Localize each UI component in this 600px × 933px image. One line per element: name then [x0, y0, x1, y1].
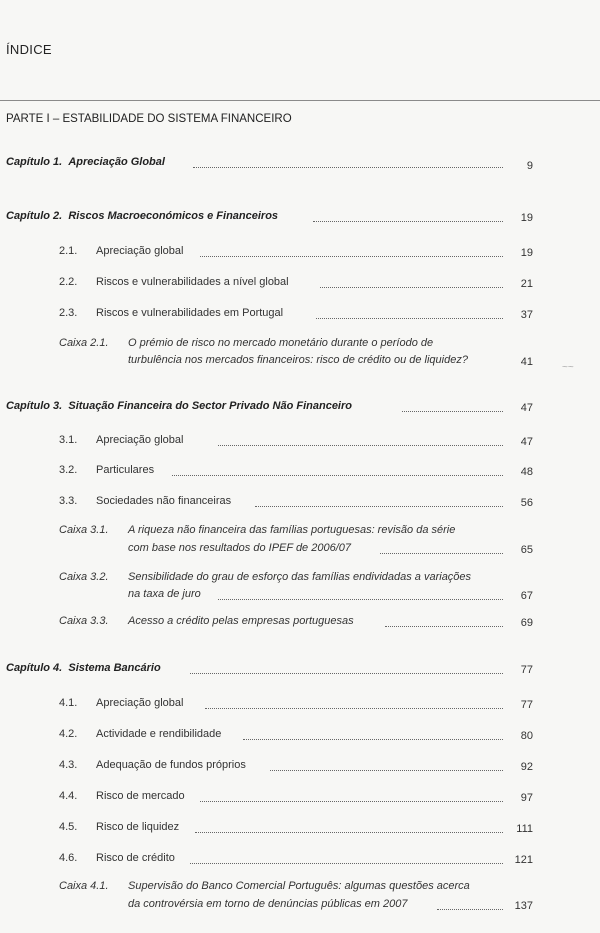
page-number: 48: [520, 466, 533, 478]
section-title: Sociedades não financeiras: [96, 495, 232, 507]
chapter-number: Capítulo 3.: [6, 400, 63, 412]
leader-dots: [193, 157, 503, 168]
box-title-line1: Acesso a crédito pelas empresas portuguesas: [128, 615, 354, 627]
chapter-label: [6, 210, 278, 222]
chapter-label: [6, 400, 352, 412]
leader-dots: [255, 496, 503, 507]
box-title-line2: turbulência nos mercados financeiros: risco de crédito ou de liquidez?: [128, 354, 468, 366]
chapter-title: Sistema Bancário: [68, 662, 161, 674]
leader-dots: [380, 543, 503, 554]
chapter-title: Riscos Macroeconómicos e Financeiros: [68, 210, 279, 222]
leader-dots: [313, 211, 503, 222]
chapter-title: Situação Financeira do Sector Privado Não Financeiro: [68, 400, 352, 412]
box-title-line2: da controvérsia em torno de denúncias públicas em 2007: [128, 898, 408, 910]
page-number: 56: [520, 497, 533, 509]
page-number: 65: [520, 544, 533, 556]
leader-dots: [218, 589, 503, 600]
section-title: Apreciação global: [96, 434, 184, 446]
section-number: 4.1.: [59, 697, 78, 709]
leader-dots: [172, 465, 503, 476]
section-title: Apreciação global: [96, 697, 184, 709]
section-number: 3.2.: [59, 464, 78, 476]
section-title: Risco de liquidez: [96, 821, 180, 833]
section-title: Particulares: [96, 464, 155, 476]
part-heading: PARTE I – ESTABILIDADE DO SISTEMA FINANCEIRO: [6, 113, 292, 125]
page-number: 37: [520, 309, 533, 321]
box-number: Caixa 4.1.: [59, 880, 109, 892]
section-title: Risco de crédito: [96, 852, 175, 864]
section-number: 2.3.: [59, 307, 78, 319]
page-number: 47: [520, 402, 533, 414]
chapter-number: Capítulo 4.: [6, 662, 63, 674]
section-number: 4.2.: [59, 728, 78, 740]
divider: [0, 100, 600, 101]
section-number: 2.2.: [59, 276, 78, 288]
box-title-line1: Supervisão do Banco Comercial Português: algumas questões acerca: [128, 880, 470, 892]
box-title-line2: na taxa de juro: [128, 588, 201, 600]
page-number: 19: [520, 212, 533, 224]
leader-dots: [270, 760, 503, 771]
section-number: 3.1.: [59, 434, 78, 446]
chapter-number: Capítulo 1.: [6, 156, 63, 168]
page-number: 92: [520, 761, 533, 773]
leader-dots: [243, 729, 503, 740]
leader-dots: [190, 663, 503, 674]
section-title: Apreciação global: [96, 245, 184, 257]
section-title: Riscos e vulnerabilidades em Portugal: [96, 307, 284, 319]
page-number: 121: [514, 854, 533, 866]
section-number: 4.5.: [59, 821, 78, 833]
page-number: 97: [520, 792, 533, 804]
leader-dots: [195, 822, 503, 833]
box-number: Caixa 3.1.: [59, 524, 109, 536]
page-number: 111: [516, 823, 533, 835]
section-number: 4.3.: [59, 759, 78, 771]
page-number: 137: [514, 900, 533, 912]
section-title: Risco de mercado: [96, 790, 185, 802]
chapter-number: Capítulo 2.: [6, 210, 63, 222]
section-title: Adequação de fundos próprios: [96, 759, 246, 771]
chapter-title: Apreciação Global: [68, 156, 165, 168]
chapter-label: [6, 662, 161, 674]
box-title-line1: Sensibilidade do grau de esforço das famílias endividadas a variações: [128, 571, 472, 583]
leader-dots: [402, 401, 503, 412]
leader-dots: [205, 698, 503, 709]
chapter-label: [6, 156, 165, 168]
box-number: Caixa 2.1.: [59, 337, 109, 349]
section-number: 4.4.: [59, 790, 78, 802]
section-title: Riscos e vulnerabilidades a nível global: [96, 276, 289, 288]
page-number: 41: [520, 356, 533, 368]
box-title-line1: A riqueza não financeira das famílias portuguesas: revisão da série: [128, 524, 456, 536]
page-number: 77: [520, 699, 533, 711]
leader-dots: [218, 435, 503, 446]
leader-dots: [190, 853, 503, 864]
box-number: Caixa 3.3.: [59, 615, 109, 627]
section-title: Actividade e rendibilidade: [96, 728, 222, 740]
box-title-line2: com base nos resultados do IPEF de 2006/07: [128, 542, 351, 554]
leader-dots: [320, 277, 503, 288]
page-number: 47: [520, 436, 533, 448]
page-number: 69: [520, 617, 533, 629]
section-number: 4.6.: [59, 852, 78, 864]
page-number: 80: [520, 730, 533, 742]
page-title: ÍNDICE: [6, 42, 52, 57]
leader-dots: [316, 308, 503, 319]
leader-dots: [200, 246, 503, 257]
box-title-line1: O prémio de risco no mercado monetário durante o período de: [128, 337, 434, 349]
section-number: 2.1.: [59, 245, 78, 257]
section-number: 3.3.: [59, 495, 78, 507]
leader-dots: [200, 791, 503, 802]
leader-dots: [385, 616, 503, 627]
page-number: 19: [520, 247, 533, 259]
box-number: Caixa 3.2.: [59, 571, 109, 583]
page-number: 9: [526, 160, 533, 172]
page-number: 67: [520, 590, 533, 602]
page-number: 21: [520, 278, 533, 290]
scan-mark: ~~: [562, 362, 574, 373]
page-number: 77: [520, 664, 533, 676]
